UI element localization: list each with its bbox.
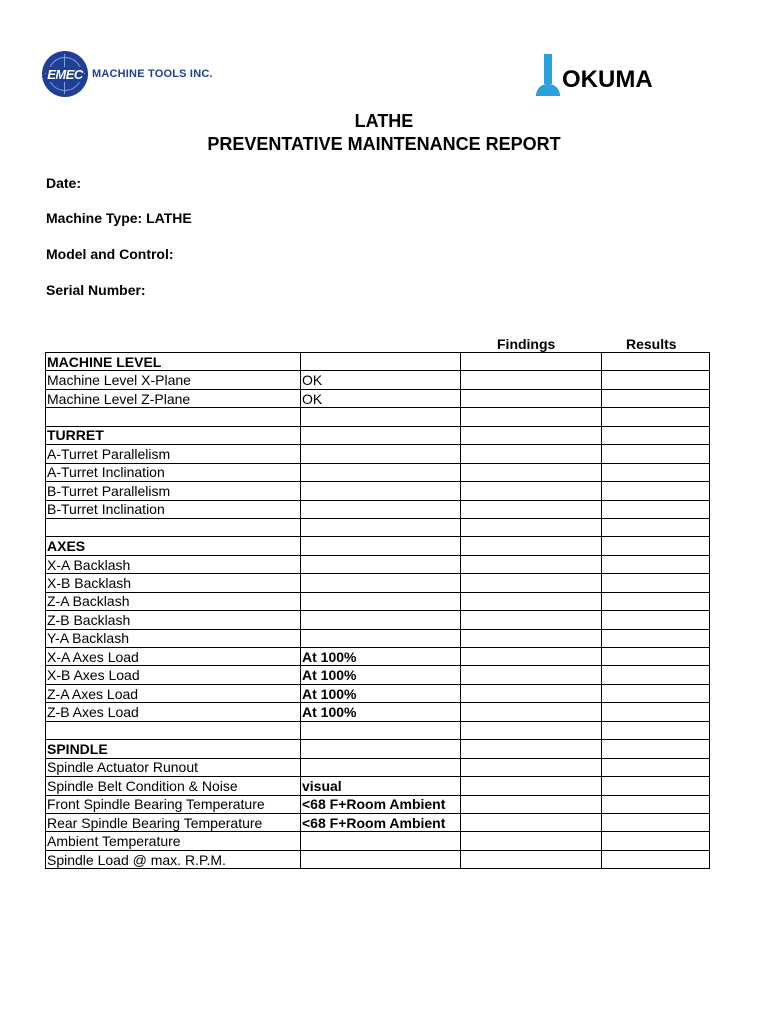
emec-company-name: MACHINE TOOLS INC. (92, 68, 213, 80)
maintenance-table (45, 352, 710, 869)
item-cell: Z-B Backlash (46, 611, 301, 629)
results-cell (602, 482, 710, 500)
results-cell (602, 555, 710, 573)
findings-cell (461, 353, 602, 371)
item-cell: Spindle Belt Condition & Noise (46, 777, 301, 795)
okuma-mark-icon (534, 52, 564, 96)
table-row (46, 721, 710, 739)
results-cell (602, 721, 710, 739)
spec-cell (301, 445, 461, 463)
table-row (46, 648, 710, 666)
spec-cell: At 100% (301, 648, 461, 666)
spec-cell (301, 592, 461, 610)
findings-column-header: Findings (497, 336, 556, 352)
table-row (46, 574, 710, 592)
item-cell: Z-A Axes Load (46, 684, 301, 702)
results-cell (602, 574, 710, 592)
results-cell (602, 684, 710, 702)
findings-cell (461, 555, 602, 573)
findings-cell (461, 721, 602, 739)
spec-cell (301, 740, 461, 758)
findings-cell (461, 850, 602, 868)
spec-cell (301, 832, 461, 850)
spec-cell (301, 408, 461, 426)
results-cell (602, 353, 710, 371)
item-cell: TURRET (46, 426, 301, 444)
spec-cell: OK (301, 371, 461, 389)
item-cell: Spindle Load @ max. R.P.M. (46, 850, 301, 868)
results-cell (602, 777, 710, 795)
findings-cell (461, 518, 602, 536)
okuma-brand-name: OKUMA (562, 66, 653, 93)
spec-cell (301, 629, 461, 647)
spec-cell (301, 850, 461, 868)
spec-cell (301, 426, 461, 444)
findings-cell (461, 592, 602, 610)
findings-cell (461, 758, 602, 776)
results-cell (602, 703, 710, 721)
report-title-line1: LATHE (354, 111, 414, 131)
item-cell: Ambient Temperature (46, 832, 301, 850)
results-cell (602, 648, 710, 666)
findings-cell (461, 777, 602, 795)
table-row (46, 629, 710, 647)
table-row (46, 389, 710, 407)
table-row (46, 482, 710, 500)
findings-cell (461, 463, 602, 481)
spec-cell (301, 500, 461, 518)
item-cell (46, 408, 301, 426)
date-label: Date: (46, 175, 82, 191)
spec-cell: visual (301, 777, 461, 795)
serial-number-label: Serial Number: (46, 282, 146, 298)
spec-cell (301, 537, 461, 555)
results-cell (602, 611, 710, 629)
model-control-label: Model and Control: (46, 246, 174, 262)
item-cell: Machine Level Z-Plane (46, 389, 301, 407)
table-row (46, 666, 710, 684)
findings-cell (461, 482, 602, 500)
item-cell: Machine Level X-Plane (46, 371, 301, 389)
spec-cell: At 100% (301, 684, 461, 702)
results-cell (602, 740, 710, 758)
spec-cell: OK (301, 389, 461, 407)
findings-cell (461, 537, 602, 555)
spec-cell: At 100% (301, 666, 461, 684)
findings-cell (461, 611, 602, 629)
results-cell (602, 795, 710, 813)
item-cell: B-Turret Inclination (46, 500, 301, 518)
spec-cell (301, 482, 461, 500)
table-row (46, 463, 710, 481)
item-cell: SPINDLE (46, 740, 301, 758)
results-cell (602, 592, 710, 610)
results-cell (602, 518, 710, 536)
emec-logo (42, 50, 222, 98)
table-row (46, 371, 710, 389)
item-cell: B-Turret Parallelism (46, 482, 301, 500)
spec-cell: <68 F+Room Ambient (301, 795, 461, 813)
results-cell (602, 758, 710, 776)
findings-cell (461, 813, 602, 831)
findings-cell (461, 629, 602, 647)
results-cell (602, 389, 710, 407)
table-row (46, 611, 710, 629)
emec-globe-icon (42, 51, 88, 97)
table-row (46, 445, 710, 463)
emec-badge-text: EMEC (47, 66, 83, 82)
spec-cell (301, 518, 461, 536)
findings-cell (461, 408, 602, 426)
findings-cell (461, 426, 602, 444)
results-column-header: Results (626, 336, 677, 352)
table-row (46, 426, 710, 444)
findings-cell (461, 371, 602, 389)
item-cell: Spindle Actuator Runout (46, 758, 301, 776)
item-cell (46, 518, 301, 536)
results-cell (602, 666, 710, 684)
item-cell: A-Turret Parallelism (46, 445, 301, 463)
item-cell: X-A Axes Load (46, 648, 301, 666)
table-row (46, 777, 710, 795)
spec-cell (301, 555, 461, 573)
spec-cell (301, 463, 461, 481)
findings-cell (461, 574, 602, 592)
table-row (46, 850, 710, 868)
table-row (46, 592, 710, 610)
item-cell: Front Spindle Bearing Temperature (46, 795, 301, 813)
table-row (46, 537, 710, 555)
spec-cell: At 100% (301, 703, 461, 721)
item-cell: Z-A Backlash (46, 592, 301, 610)
findings-cell (461, 445, 602, 463)
results-cell (602, 813, 710, 831)
item-cell: Y-A Backlash (46, 629, 301, 647)
spec-cell (301, 574, 461, 592)
findings-cell (461, 740, 602, 758)
table-row (46, 518, 710, 536)
spec-cell: <68 F+Room Ambient (301, 813, 461, 831)
table-row (46, 684, 710, 702)
spec-cell (301, 353, 461, 371)
results-cell (602, 850, 710, 868)
maintenance-table-body (46, 353, 710, 869)
item-cell: AXES (46, 537, 301, 555)
table-row (46, 408, 710, 426)
findings-cell (461, 389, 602, 407)
results-cell (602, 463, 710, 481)
item-cell: X-B Axes Load (46, 666, 301, 684)
results-cell (602, 832, 710, 850)
table-row (46, 555, 710, 573)
report-title-line2: PREVENTATIVE MAINTENANCE REPORT (207, 134, 561, 154)
findings-cell (461, 648, 602, 666)
item-cell: Rear Spindle Bearing Temperature (46, 813, 301, 831)
results-cell (602, 537, 710, 555)
table-row (46, 813, 710, 831)
findings-cell (461, 703, 602, 721)
spec-cell (301, 758, 461, 776)
item-cell: X-B Backlash (46, 574, 301, 592)
table-row (46, 703, 710, 721)
results-cell (602, 426, 710, 444)
item-cell: X-A Backlash (46, 555, 301, 573)
findings-cell (461, 666, 602, 684)
results-cell (602, 500, 710, 518)
item-cell: Z-B Axes Load (46, 703, 301, 721)
machine-type-label: Machine Type: LATHE (46, 210, 192, 226)
table-row (46, 740, 710, 758)
table-row (46, 500, 710, 518)
table-row (46, 758, 710, 776)
okuma-logo (534, 50, 653, 96)
findings-cell (461, 832, 602, 850)
spec-cell (301, 611, 461, 629)
findings-cell (461, 500, 602, 518)
item-cell: A-Turret Inclination (46, 463, 301, 481)
results-cell (602, 371, 710, 389)
findings-cell (461, 684, 602, 702)
item-cell: MACHINE LEVEL (46, 353, 301, 371)
findings-cell (461, 795, 602, 813)
results-cell (602, 408, 710, 426)
results-cell (602, 629, 710, 647)
table-row (46, 832, 710, 850)
spec-cell (301, 721, 461, 739)
table-row (46, 795, 710, 813)
item-cell (46, 721, 301, 739)
table-row (46, 353, 710, 371)
results-cell (602, 445, 710, 463)
